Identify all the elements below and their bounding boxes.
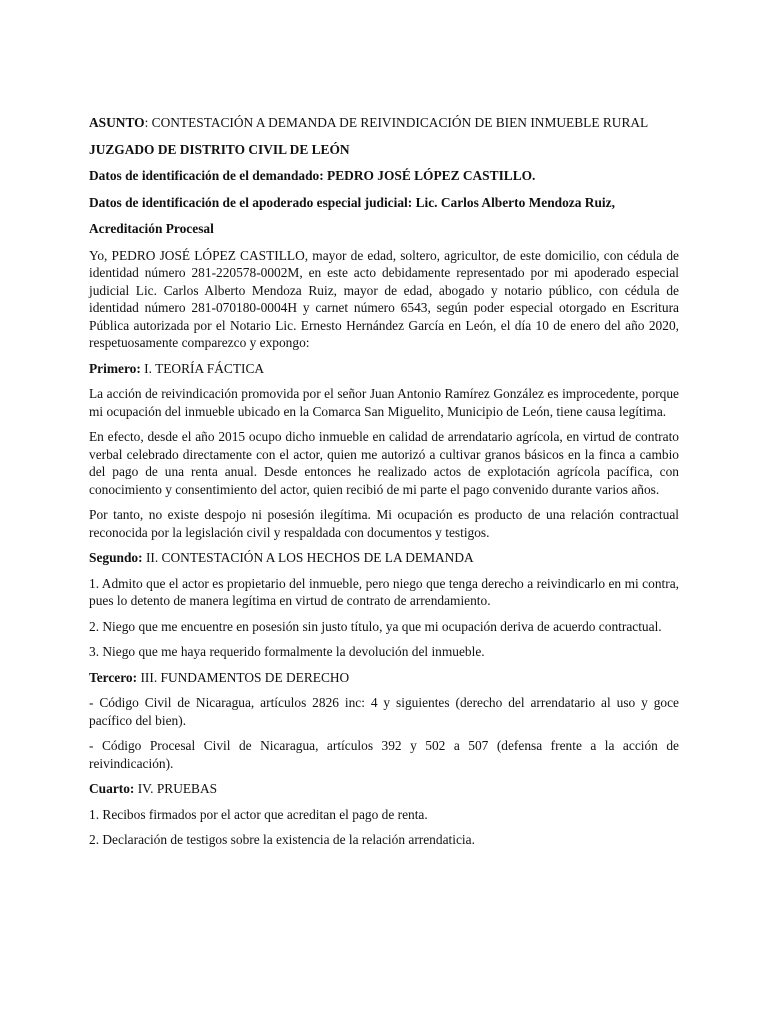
- list-item: 3. Niego que me haya requerido formalmente la devolución del inmueble.: [89, 644, 485, 659]
- list-item: - Código Civil de Nicaragua, artículos 2826 inc: 4 y siguientes (derecho del arrendatario al uso y goce pacífico del bien).: [89, 695, 679, 728]
- list-item: - Código Procesal Civil de Nicaragua, artículos 392 y 502 a 507 (defensa frente a la acción de reivindicación).: [89, 738, 679, 771]
- subject-label: ASUNTO: [89, 115, 145, 130]
- section-title: I. TEORÍA FÁCTICA: [140, 360, 265, 376]
- section-title: IV. PRUEBAS: [134, 781, 218, 796]
- court-heading: JUZGADO DE DISTRITO CIVIL DE LEÓN: [89, 141, 350, 157]
- section-title: II. CONTESTACIÓN A LOS HECHOS DE LA DEMANDA: [142, 550, 474, 565]
- section-label: Tercero:: [89, 669, 138, 685]
- subject-text: : CONTESTACIÓN A DEMANDA DE REIVINDICACIÓN DE BIEN INMUEBLE RURAL: [144, 115, 649, 130]
- body-paragraph: La acción de reivindicación promovida por el señor Juan Antonio Ramírez González es improcedente, porque mi ocupación del inmueble ubicado en la Comarca San Miguelito, Municipio de León, tiene causa legítima.: [89, 386, 679, 419]
- subject-line: [89, 114, 679, 132]
- section-heading-tercero: [89, 669, 679, 687]
- procedural-accreditation-heading: Acreditación Procesal: [89, 221, 214, 236]
- section-heading-primero: [89, 360, 679, 378]
- section-title: III. FUNDAMENTOS DE DERECHO: [137, 669, 350, 685]
- body-paragraph: Por tanto, no existe despojo ni posesión ilegítima. Mi ocupación es producto de una relación contractual reconocida por la legislación civil y respaldada con documentos y testigos.: [89, 507, 679, 540]
- list-item: 1. Recibos firmados por el actor que acreditan el pago de renta.: [89, 806, 428, 822]
- section-label: Primero:: [89, 360, 141, 376]
- list-item: 2. Niego que me encuentre en posesión sin justo título, ya que mi ocupación deriva de acuerdo contractual.: [89, 618, 662, 634]
- intro-paragraph: Yo, PEDRO JOSÉ LÓPEZ CASTILLO, mayor de edad, soltero, agricultor, de este domicilio, con cédula de identidad número 281-220578-0002M, en este acto debidamente representado por mi apoderado especial judicial Lic. Carlos Alberto Mendoza Ruiz, mayor de edad, abogado y notario público, con cédula de identidad número 281-070180-0004H y carnet número 6543, según poder especial otorgado en Escritura Pública autorizada por el Notario Lic. Ernesto Hernández García en León, el día 10 de enero del año 2020, respetuosamente comparezco y expongo:: [89, 247, 679, 350]
- list-item: 1. Admito que el actor es propietario del inmueble, pero niego que tenga derecho a reivindicarlo en mi contra, pues lo detento de manera legítima en virtud de contrato de arrendamiento.: [89, 575, 679, 608]
- body-paragraph: En efecto, desde el año 2015 ocupo dicho inmueble en calidad de arrendatario agrícola, en virtud de contrato verbal celebrado directamente con el actor, quien me autorizó a cultivar granos básicos en la finca a cambio del pago de una renta anual. Desde entonces he realizado actos de explotación agrícola pacífica, con conocimiento y consentimiento del actor, quien recibió de mi parte el pago convenido durante varios años.: [89, 429, 679, 497]
- list-item: 2. Declaración de testigos sobre la existencia de la relación arrendaticia.: [89, 832, 475, 847]
- attorney-identification: Datos de identificación de el apoderado especial judicial: Lic. Carlos Alberto Mendoza Ruiz,: [89, 194, 615, 210]
- section-label: Segundo:: [89, 550, 143, 565]
- section-label: Cuarto:: [89, 781, 135, 796]
- section-heading-cuarto: [89, 780, 679, 798]
- section-heading-segundo: [89, 549, 679, 567]
- defendant-identification: Datos de identificación de el demandado: PEDRO JOSÉ LÓPEZ CASTILLO.: [89, 168, 536, 183]
